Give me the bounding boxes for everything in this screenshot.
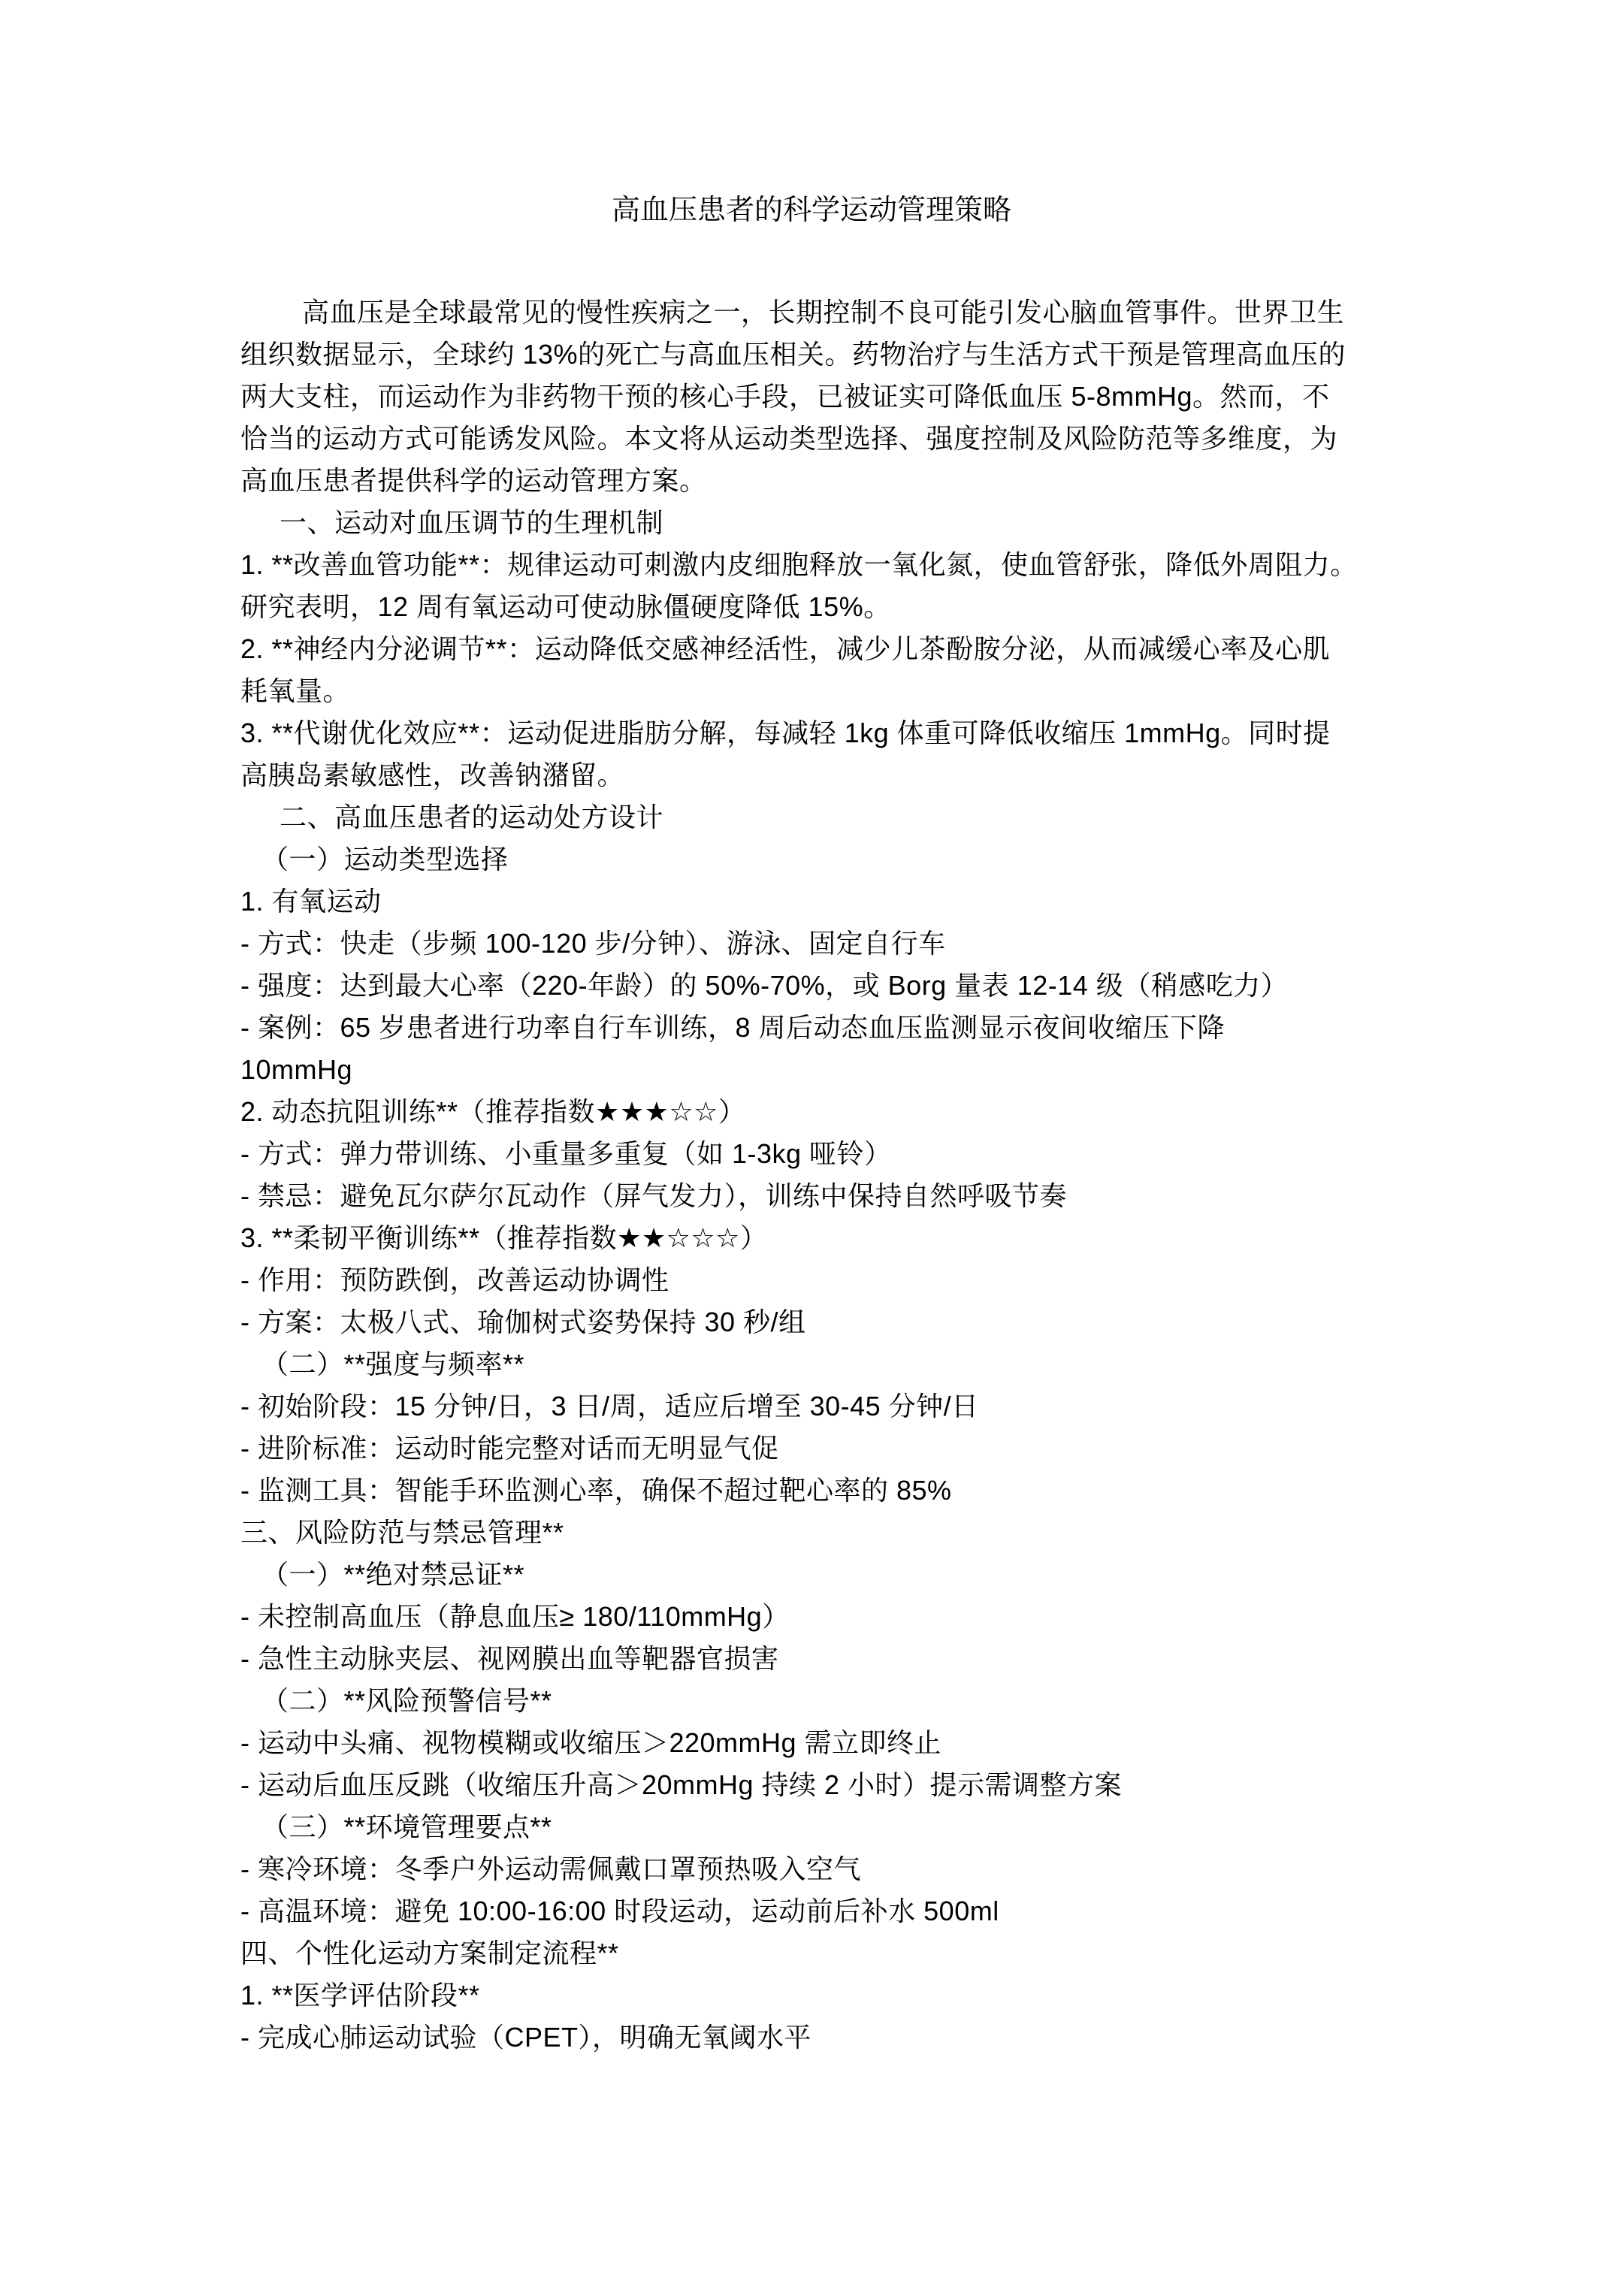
- text-line: 高胰岛素敏感性，改善钠潴留。: [240, 760, 625, 790]
- text-line: （三）**环境管理要点**: [261, 1811, 552, 1842]
- text-line: 1. 有氧运动: [240, 886, 382, 917]
- text-line: - 急性主动脉夹层、视网膜出血等靶器官损害: [240, 1643, 779, 1674]
- text-line: - 进阶标准：运动时能完整对话而无明显气促: [240, 1433, 779, 1464]
- text-line: 研究表明，12 周有氧运动可使动脉僵硬度降低 15%。: [240, 591, 891, 622]
- text-line: 10mmHg: [240, 1054, 353, 1085]
- text-line: - 监测工具：智能手环监测心率，确保不超过靶心率的 85%: [240, 1475, 952, 1506]
- text-line: - 运动中头痛、视物模糊或收缩压＞220mmHg 需立即终止: [240, 1727, 942, 1758]
- text-line: （二）**强度与频率**: [261, 1349, 525, 1379]
- text-line: 高血压患者提供科学的运动管理方案。: [240, 465, 707, 496]
- document-title: 高血压患者的科学运动管理策略: [611, 195, 1011, 226]
- text-line: 恰当的运动方式可能诱发风险。本文将从运动类型选择、强度控制及风险防范等多维度，为: [240, 423, 1338, 454]
- text-line: 2. **神经内分泌调节**：运动降低交感神经活性，减少儿茶酚胺分泌，从而减缓心率及心肌: [240, 633, 1331, 664]
- title-spacer: [0, 231, 1623, 292]
- text-line: - 作用：预防跌倒，改善运动协调性: [240, 1264, 669, 1295]
- text-line: 1. **改善血管功能**：规律运动可刺激内皮细胞释放一氧化氮，使血管舒张，降低外周阻力。: [240, 549, 1358, 580]
- text-line: 2. 动态抗阻训练**（推荐指数★★★☆☆）: [240, 1096, 746, 1127]
- text-line: 二、高血压患者的运动处方设计: [280, 802, 664, 832]
- text-line: - 方式：快走（步频 100-120 步/分钟）、游泳、固定自行车: [240, 928, 946, 959]
- text-line: - 初始阶段：15 分钟/日，3 日/周，适应后增至 30-45 分钟/日: [240, 1391, 979, 1421]
- text-line: - 运动后血压反跳（收缩压升高＞20mmHg 持续 2 小时）提示需调整方案: [240, 1769, 1123, 1800]
- text-line: 耗氧量。: [240, 675, 351, 706]
- text-line: 3. **代谢优化效应**：运动促进脂肪分解，每减轻 1kg 体重可降低收缩压 1mmHg。同时提: [240, 718, 1331, 748]
- text-line: 组织数据显示，全球约 13%的死亡与高血压相关。药物治疗与生活方式干预是管理高血压的: [240, 339, 1346, 370]
- text-line: - 方案：太极八式、瑜伽树式姿势保持 30 秒/组: [240, 1307, 806, 1337]
- text-line: 一、运动对血压调节的生理机制: [280, 507, 664, 538]
- text-line: 两大支柱，而运动作为非药物干预的核心手段，已被证实可降低血压 5-8mmHg。然而，不: [240, 381, 1330, 412]
- document-body: [0, 292, 1623, 2059]
- text-line: - 未控制高血压（静息血压≥ 180/110mmHg）: [240, 1601, 790, 1632]
- text-line: - 禁忌：避免瓦尔萨尔瓦动作（屏气发力），训练中保持自然呼吸节奏: [240, 1180, 1067, 1211]
- text-line: 1. **医学评估阶段**: [240, 1980, 480, 2011]
- text-line: - 高温环境：避免 10:00-16:00 时段运动，运动前后补水 500ml: [240, 1896, 999, 1926]
- text-line: 3. **柔韧平衡训练**（推荐指数★★☆☆☆）: [240, 1222, 768, 1253]
- text-line: - 完成心肺运动试验（CPET），明确无氧阈水平: [240, 2022, 812, 2053]
- text-line: - 强度：达到最大心率（220-年龄）的 50%-70%，或 Borg 量表 12-14 级（稍感吃力）: [240, 970, 1289, 1001]
- text-line: - 寒冷环境：冬季户外运动需佩戴口罩预热吸入空气: [240, 1853, 861, 1884]
- text-line: 高血压是全球最常见的慢性疾病之一，长期控制不良可能引发心脑血管事件。世界卫生: [302, 297, 1345, 328]
- text-line: - 方式：弹力带训练、小重量多重复（如 1-3kg 哑铃）: [240, 1138, 892, 1169]
- text-line: - 案例：65 岁患者进行功率自行车训练，8 周后动态血压监测显示夜间收缩压下降: [240, 1012, 1226, 1043]
- text-line: （一）**绝对禁忌证**: [261, 1559, 525, 1590]
- text-line: 三、风险防范与禁忌管理**: [240, 1517, 564, 1548]
- text-line: （二）**风险预警信号**: [261, 1685, 552, 1716]
- text-line: 四、个性化运动方案制定流程**: [240, 1938, 619, 1968]
- text-line: （一）运动类型选择: [261, 844, 509, 875]
